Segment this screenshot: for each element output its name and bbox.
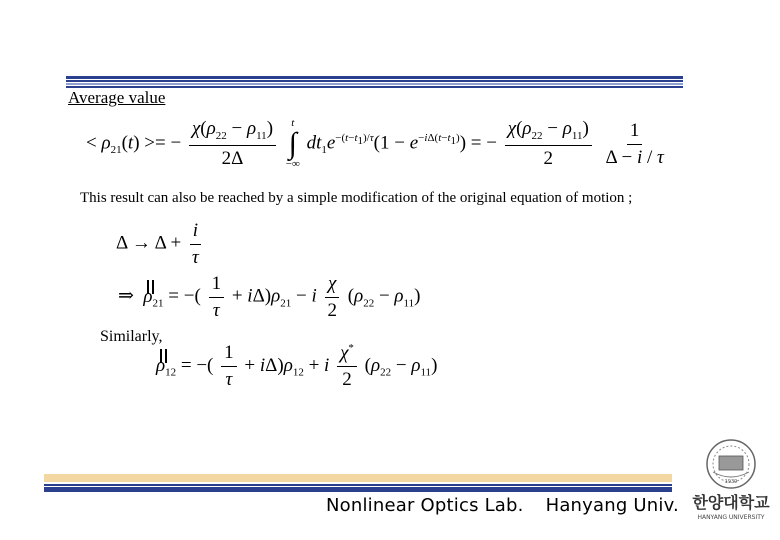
section-heading: Average value [68,88,166,107]
bottom-divider [44,474,672,492]
rho21-equation: ⇒ $\rho_{21}$ = −( $\frac{1}{\tau}$ + $i\Delta)\rho_{21} - i$ $\frac{\chi}{2}$ $(\rho_{22} - \rho_{11})$ [118,273,421,321]
footer-lab: Nonlinear Optics Lab. [326,495,524,516]
similarly-label: Similarly, [100,328,163,345]
logo-year: 1939 [724,479,738,485]
logo-korean-name: 한양대학교 [692,493,770,512]
logo-english-name: HANYANG UNIVERSITY [697,514,765,521]
seal-icon [684,436,778,526]
modification-note: This result can also be reached by a simple modification of the original equation of motion ; [80,190,633,206]
footer-text [326,495,679,516]
average-value-equation: < $\rho_{21}(t)$ >= − $\frac{\chi(\rho_{22} - \rho_{11})}{2\Delta}$ t ∫ −∞ $dt_1e^{-(t-t_1)/\tau}(1 - e^{-i\Delta(t-t_1)})$ = − $\frac{\chi(\rho_{22} - \rho_{11})}{2}$ $\frac{1}{\Delta - i / \tau}$ [86,117,664,170]
rho12-equation: $\rho_{12}$ = −( $\frac{1}{\tau}$ + $i\Delta)\rho_{12} + i$ $\frac{\chi^*}{2}$ $(\rho_{22} - \rho_{11})$ [156,342,438,391]
footer-university: Hanyang Univ. [545,495,679,516]
substitution-equation: Δ → Δ + $\frac{i}{\tau}$ [116,220,205,269]
university-logo [684,436,778,526]
